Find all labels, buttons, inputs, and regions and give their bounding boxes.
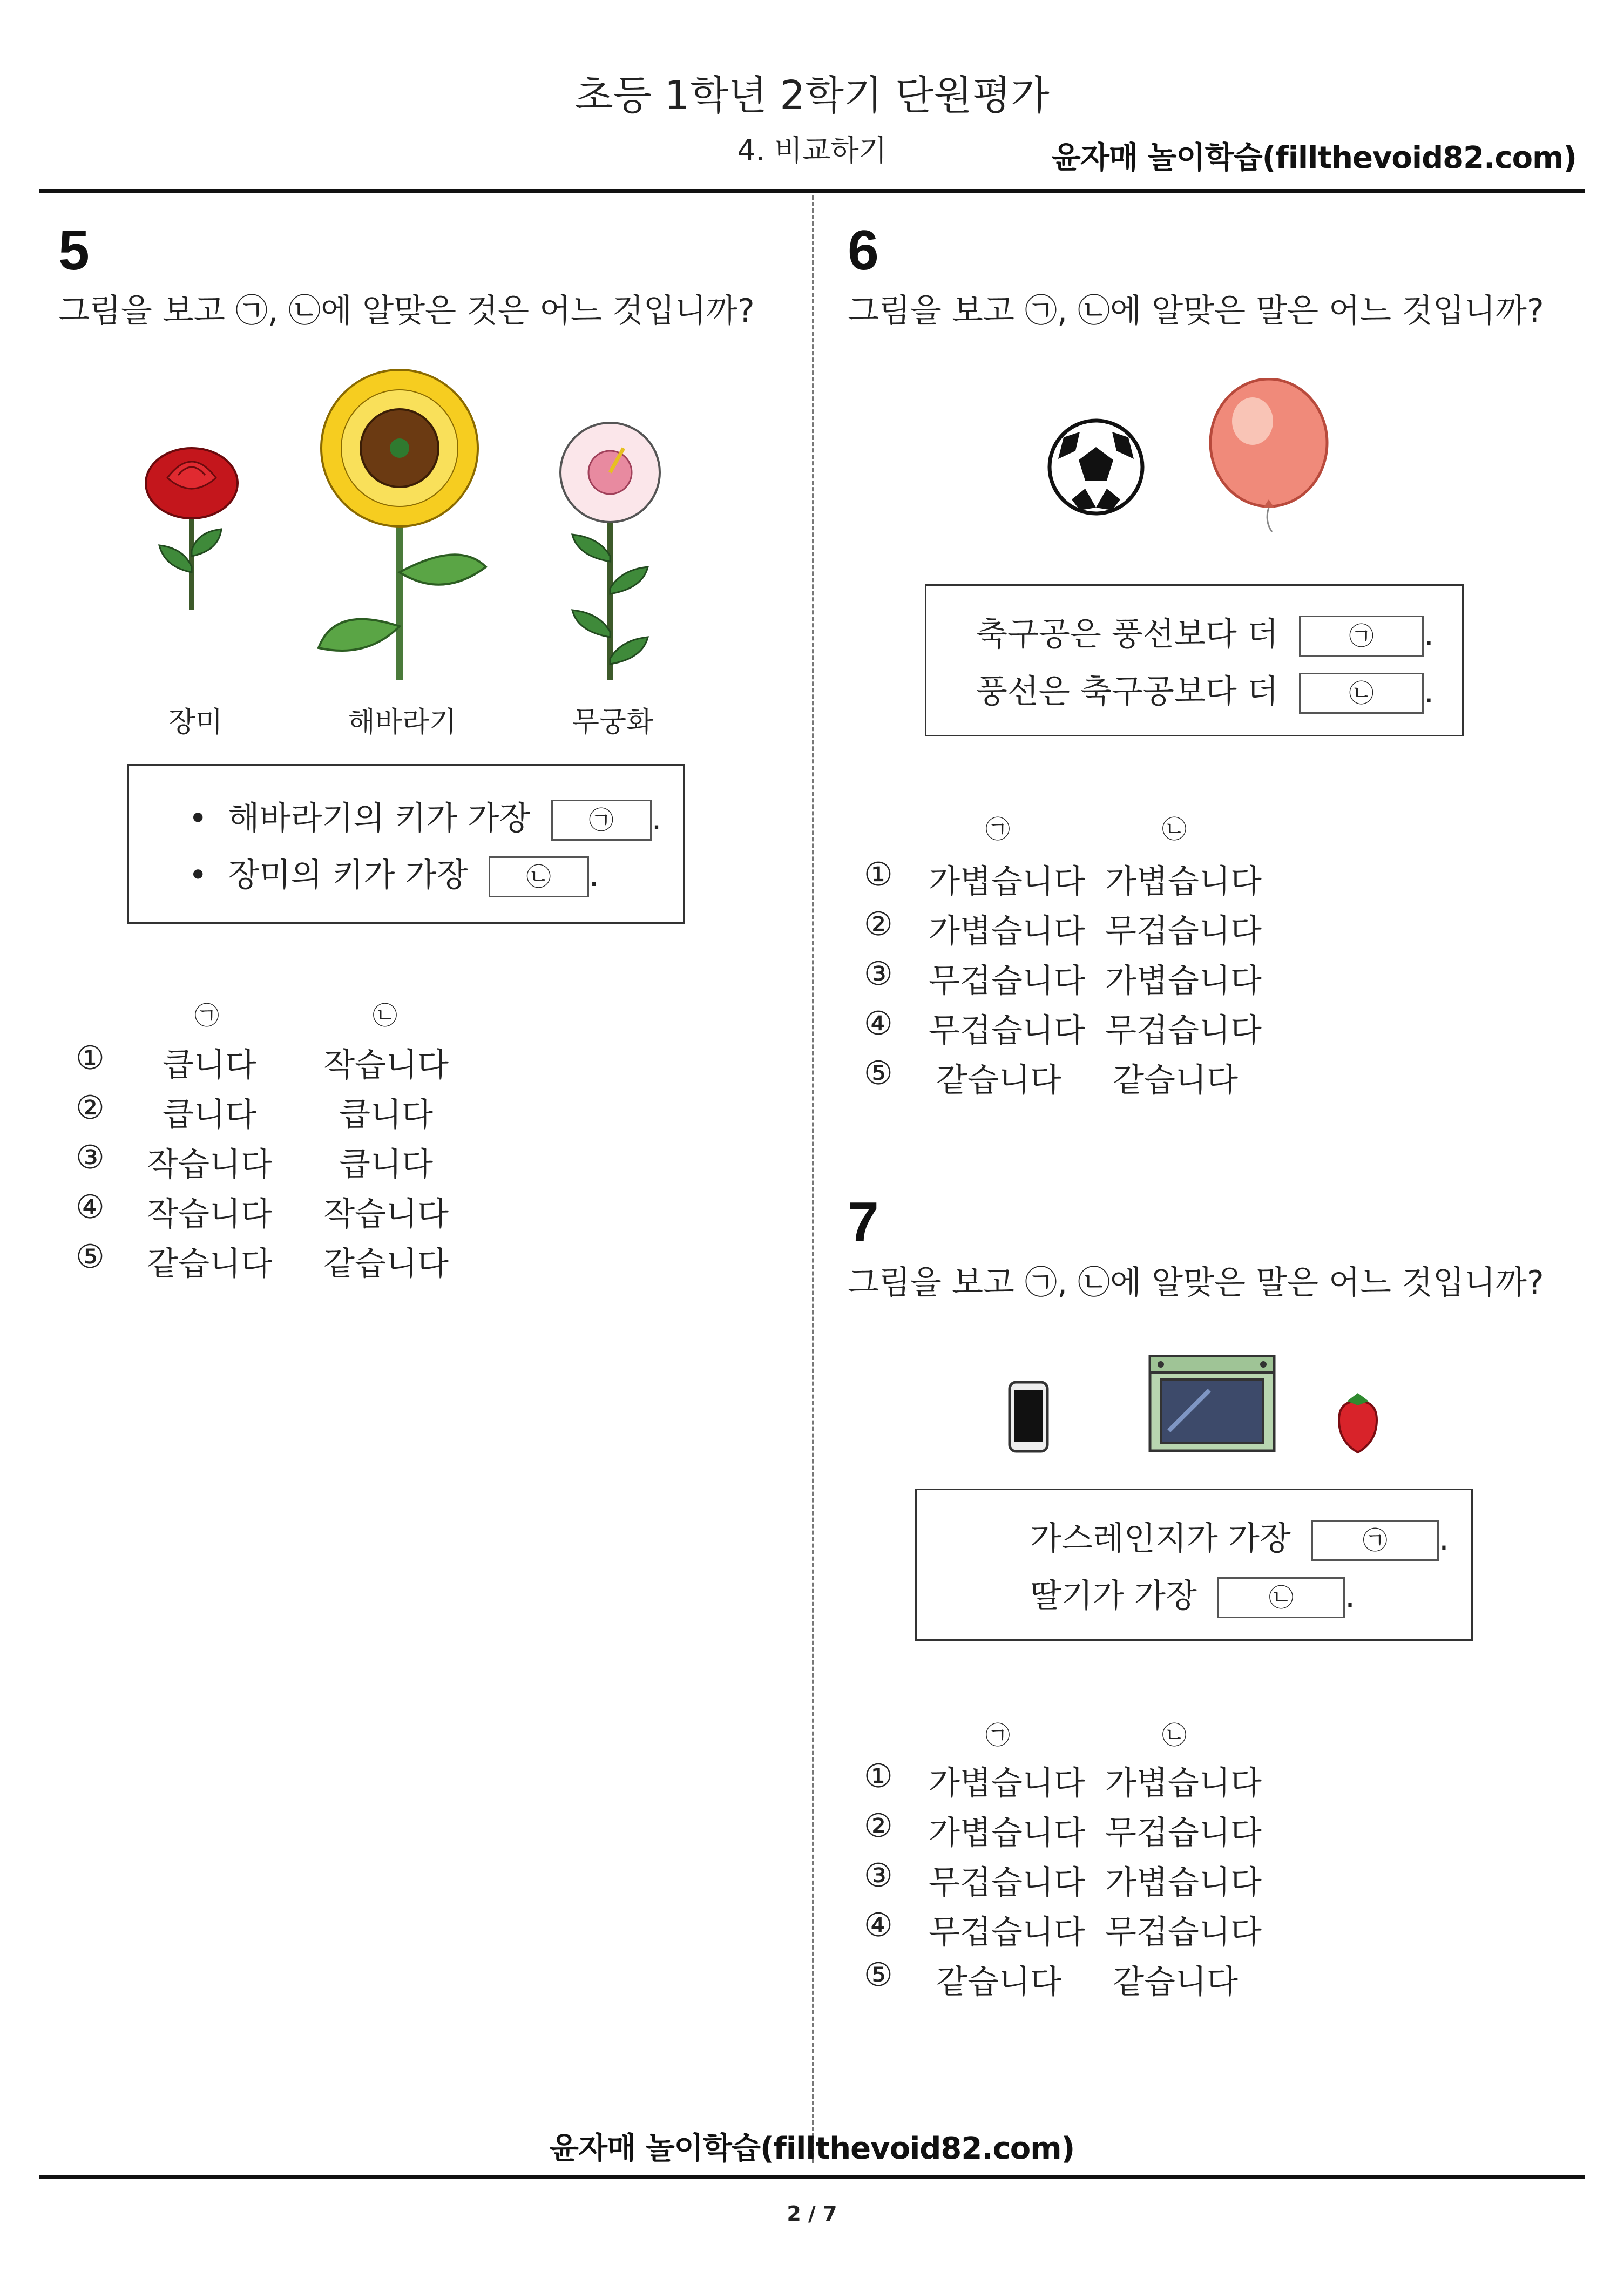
blank-1: ㉠ [1311,1520,1439,1561]
choice-answer-b: 같습니다 [323,1245,449,1283]
choice-answer-b: 무겁습니다 [1105,1914,1262,1951]
header-rule [39,189,1585,193]
choice-number[interactable]: ① [864,1757,893,1795]
choice-number[interactable]: ④ [864,1005,893,1043]
blank-2: ㉡ [1299,673,1424,714]
choice-answer-b: 같습니다 [1113,1963,1238,2001]
question-6-text: 그림을 보고 ㉠, ㉡에 알맞은 말은 어느 것입니까? [848,292,1544,330]
q5-sentence-2-text: 장미의 키가 가장 [228,856,468,894]
q5-statement-box [127,764,685,924]
q6-illustration [1042,378,1377,535]
label-rose: 장미 [168,706,223,739]
bullet: • [188,856,208,894]
choice-number[interactable]: ② [864,905,893,943]
q7-sentence-1-text: 가스레인지가 가장 [1030,1520,1291,1558]
choice-number[interactable]: ② [76,1089,105,1127]
choice-answer-a: 같습니다 [147,1245,272,1283]
choice-number[interactable]: ① [76,1039,105,1077]
choice-answer-a: 가볍습니다 [929,1764,1085,1802]
page-number: 2 / 7 [787,2202,837,2226]
q5-sentence-1-text: 해바라기의 키가 가장 [228,800,531,837]
soccer-ball-icon [1050,421,1142,513]
blank-2: ㉡ [1217,1577,1345,1618]
label-sunflower: 해바라기 [348,706,457,739]
q7-col-1-header: ㉠ [985,1721,1010,1750]
rose-icon [146,448,238,610]
question-5-number: 5 [58,219,90,282]
q6-statement-2: 풍선은 축구공보다 더 ㉡ . [976,666,1434,714]
choice-answer-a: 가볍습니다 [929,863,1085,901]
oven-icon [1150,1356,1274,1451]
choice-answer-a: 무겁습니다 [929,1914,1085,1951]
q7-illustration [1004,1350,1404,1458]
brand-footer: 윤자매 놀이학습(fillthevoid82.com) [549,2131,1075,2166]
q6-sentence-1-text: 축구공은 풍선보다 더 [976,616,1278,653]
choice-answer-b: 큽니다 [339,1146,433,1184]
column-divider [812,195,814,2163]
choice-answer-a: 무겁습니다 [929,962,1085,1000]
choice-number[interactable]: ⑤ [864,1956,893,1994]
choice-answer-b: 가볍습니다 [1105,962,1262,1000]
q5-col-1-header: ㉠ [194,1001,219,1030]
footer-rule [39,2175,1585,2179]
q6-statement-1: 축구공은 풍선보다 더 ㉠ . [976,609,1434,657]
question-7-text: 그림을 보고 ㉠, ㉡에 알맞은 말은 어느 것입니까? [848,1264,1544,1302]
choice-answer-a: 작습니다 [147,1195,272,1233]
q7-statement-2: 딸기가 가장 ㉡ . [1030,1570,1355,1618]
smartphone-icon [1010,1382,1047,1451]
choice-answer-a: 작습니다 [147,1146,272,1184]
unit-subtitle: 4. 비교하기 [737,133,887,167]
choice-number[interactable]: ① [864,856,893,894]
q7-sentence-2-text: 딸기가 가장 [1030,1577,1197,1615]
choice-number[interactable]: ⑤ [864,1054,893,1092]
choice-number[interactable]: ③ [76,1139,105,1177]
question-5-text: 그림을 보고 ㉠, ㉡에 알맞은 것은 어느 것입니까? [58,292,755,330]
choice-answer-b: 큽니다 [339,1096,433,1134]
q5-statement-2: • 장미의 키가 가장 ㉡ . [188,849,599,897]
choice-answer-a: 큽니다 [163,1096,256,1134]
choice-answer-b: 무겁습니다 [1105,1012,1262,1050]
q5-col-2-header: ㉡ [373,1001,397,1030]
choice-number[interactable]: ② [864,1807,893,1845]
choice-answer-a: 같습니다 [936,1062,1061,1099]
q7-statement-1: 가스레인지가 가장 ㉠ . [1030,1513,1449,1561]
choice-answer-a: 같습니다 [936,1963,1061,2001]
q5-statement-1: • 해바라기의 키가 가장 ㉠ . [188,793,662,841]
choice-answer-b: 무겁습니다 [1105,1814,1262,1852]
choice-number[interactable]: ③ [864,1857,893,1895]
choice-answer-b: 같습니다 [1113,1062,1238,1099]
blank-1: ㉠ [551,800,652,841]
choice-number[interactable]: ④ [76,1188,105,1226]
brand-header: 윤자매 놀이학습(fillthevoid82.com) [1051,140,1576,175]
q6-statement-box [925,584,1464,736]
choice-number[interactable]: ④ [864,1906,893,1944]
choice-answer-a: 무겁습니다 [929,1012,1085,1050]
choice-answer-a: 큽니다 [163,1046,256,1084]
sunflower-icon [319,370,486,680]
choice-answer-a: 가볍습니다 [929,912,1085,950]
q7-statement-box [915,1489,1473,1641]
question-7-number: 7 [848,1191,879,1254]
choice-answer-a: 무겁습니다 [929,1864,1085,1902]
strawberry-icon [1339,1393,1377,1452]
balloon-icon [1210,379,1327,532]
q5-flower-illustration [119,367,723,702]
blank-1: ㉠ [1299,616,1424,657]
bullet: • [188,800,208,837]
q7-col-2-header: ㉡ [1162,1721,1187,1750]
choice-answer-b: 작습니다 [323,1046,449,1084]
question-6-number: 6 [848,219,879,282]
choice-answer-b: 무겁습니다 [1105,912,1262,950]
label-mugunghwa: 무궁화 [572,706,654,739]
choice-answer-b: 가볍습니다 [1105,863,1262,901]
choice-answer-a: 가볍습니다 [929,1814,1085,1852]
choice-answer-b: 작습니다 [323,1195,449,1233]
choice-answer-b: 가볍습니다 [1105,1864,1262,1902]
choice-number[interactable]: ⑤ [76,1238,105,1276]
q6-sentence-2-text: 풍선은 축구공보다 더 [976,673,1278,711]
page-title: 초등 1학년 2학기 단원평가 [574,72,1050,119]
choice-answer-b: 가볍습니다 [1105,1764,1262,1802]
blank-2: ㉡ [489,856,589,897]
q6-col-2-header: ㉡ [1162,815,1187,844]
mugunghwa-icon [560,423,660,680]
q6-col-1-header: ㉠ [985,815,1010,844]
choice-number[interactable]: ③ [864,955,893,993]
